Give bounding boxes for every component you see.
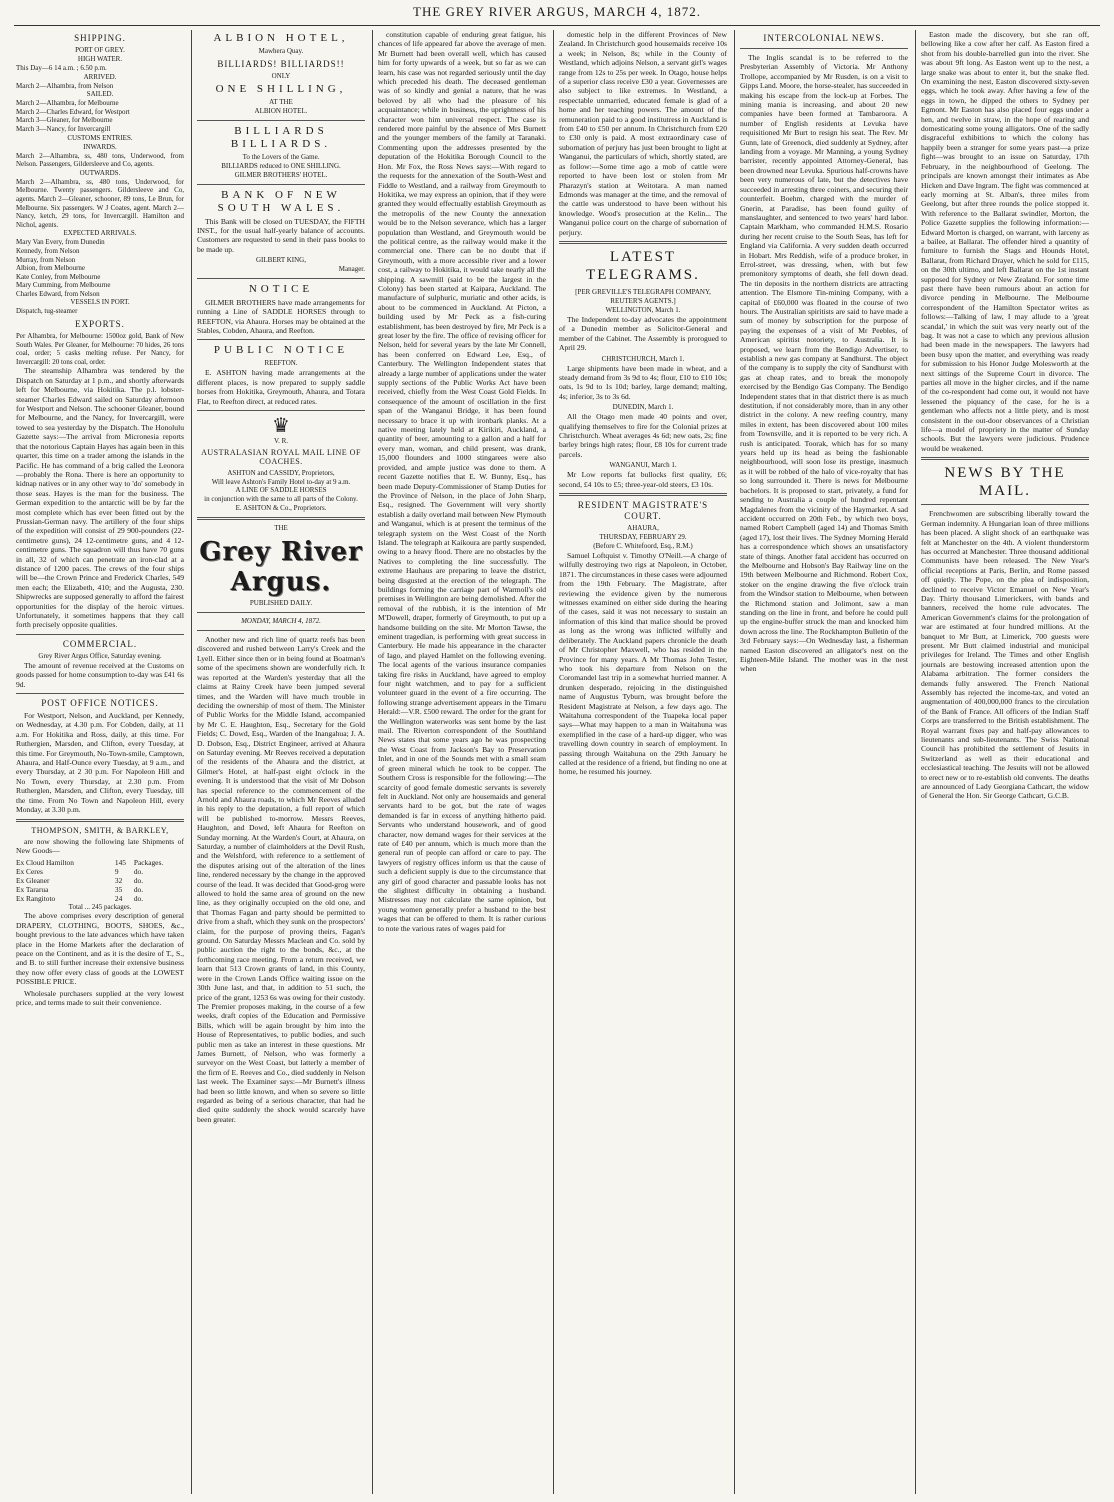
sailed-item: March 2—Charles Edward, for Westport [16,107,130,116]
outwards-text: March 2—Alhambra, ss, 480 tons, Underwood, for Melbourne. Twenty passengers. Gildersleeve and Co, agents. March 2—Gleaner, schooner, 89 tons, Le Brun, for Melbourne. Six passengers. W J Coates, agent. March 2—Nancy, ketch, 29 tons, for Invercargill. Hamilton and Nichol, agents. [16,177,184,229]
goods-unit: Packages. [133,857,164,867]
published-daily: PUBLISHED DAILY. [249,599,313,608]
column-divider [553,30,554,1494]
saddle-line-title: A LINE OF SADDLE HORSES [235,486,327,495]
intercolonial-body: The Inglis scandal is to be referred to the Presbyterian Assembly of Victoria. Mr Anthony Trollope, accompanied by Mr Rusden, is on a visit to Gipps Land. Moore, the horse-stealer, has succeeded in making his escape from the lock-up at Forbes. The mining mania is increasing, and about 20 new companies have been formed at Tambaroora. A number of English residents at Levuka have requisitioned Mr Burt to resign his seat. The Rev. Mr Gunn, late of Greenock, died suddenly at Sydney, after landing from a voyage. Mr Manning, a young Sydney barrister, recently appointed Attorney-General, has been drowned near Levuka. Spurious half-crowns have been very numerous of late, but the detectives have succeeded in arresting three coiners, and securing their counterfeit. Boehm, charged with the murder of Gnerin, at Paradise, has been found guilty of manslaughter, and sentenced to two years' hard labor. Captain Markham, who commanded H.M.S. Rosario during her recent cruise to the South Seas, has left for England via California. A very sudden death occurred in Hobart. Mrs Reddish, wife of a produce broker, in Errol-street, was dressing, when, with but few premonitory symptoms of death, she fell down dead. The tin deposits in the northern districts are attracting attention. The Elsmore Tin-mining Company, with a capital of £60,000 was floated in the course of two hours. The Australian spiritists are said to have made a sum of money by subscription for the purpose of paying the expenses of a visit of Mr Peebles, of American spiritist notoriety, to Australia. It is proposed, we learn from the Bendigo Advertiser, to establish a new gas company at Sandhurst. The object of the company is to supply the city of Sandhurst with gas at cheap rates, and to break the monopoly exercised by the Bendigo Gas Company. The Bendigo Independent states that in that district there is as much destitution, if not considerably more, than in any other district in the colony. A new reefing country, many miles in extent, has been discovered about 100 miles from Townsville, and it is reported to be very rich. A rush is anticipated. Toorak, which has for so many years held up its head as being the fashionable neighbourhood, will soon lose its prestige, inasmuch as it will be robbed of the halo of vice-royalty that has so long surrounded it. There is news for Melbourne bachelors. It is proposed to start, privately, a fund for sending to Australia a couple of hundred repentant Magdalenes from the vicinity of the Haymarket. A sad accident occurred on 20th Feb., by which two boys, named Robert Campbell (aged 14) and Thomas Smith (aged 17), lost their lives. The Sydney Morning Herald has a correspondence which shows an unsatisfactory state of things. Another fatal accident has occurred on the Melbourne and Hobson's Bay Railway line on the 19th between Melbourne and Richmond. Robert Cox, stoker on the engine drawing the five o'clock train from the Windsor station to Melbourne, when between the Richmond station and Jolimont, saw a man standing on the line in front, and before he could pull up the engine-buffer struck the man and knocked him down across the line. The Rockhampton Bulletin of the 3rd February says:—On Wednesday last, a fisherman named Easton discovered an alligator's nest on the Eighteen-Mile Island. The mother was in the nest when [740,53,908,674]
commercial-heading: COMMERCIAL. [62,638,138,649]
post-office-heading: POST OFFICE NOTICES. [41,698,159,709]
customs-heading: CUSTOMS ENTRIES. [67,133,133,142]
public-notice-title: PUBLIC NOTICE [213,344,349,357]
divider [197,184,365,185]
masthead-title: THE GREY RIVER ARGUS, MARCH 4, 1872. [413,4,701,19]
at-the-label: AT THE [269,98,293,106]
column-divider [372,30,373,1494]
reefton-label: REEFTON. [264,359,298,368]
one-shilling: ONE SHILLING, [215,83,347,95]
notice-title: NOTICE [248,282,314,295]
royal-crest-icon: ♛ [272,415,290,438]
issue-date: MONDAY, MARCH 4, 1872. [241,617,321,626]
goods-unit: do. [133,875,144,885]
inwards-text: March 2—Alhambra, ss, 480 tons, Underwood, from Nelson. Passengers, Gildersleeve and Co, agents. [16,151,184,169]
expected-item: Charles Edward, from Nelson [16,289,100,298]
sailed-item: March 3—Gleaner, for Melbourne [16,116,113,125]
divider [197,120,365,121]
shipping-news-body: The steamship Alhambra was tendered by the Dispatch on Saturday at 1 p.m., and shortly afterwards left for Melbourne, via Hokitika. The p.l. lobster-steamer Charles Edward sailed on Saturday afternoon for Westport and Nelson. The schooner Gleaner, bound for Melbourne, and the Nancy, for Invercargill, were towed to sea yesterday by the Dispatch. The Honolulu Gazette says:—The arrival from Micronesia reports that the notorious Captain Hayes has again been in this quarter, this time on a trader among the islands in the Pacific. He has command of a brig called the Leonora—probably the Rona. There is here an opportunity to kidnap natives or in any other way to 'do' somebody in those seas. Hayes is the man for the business. The German expedition to the antarctic will be by far the most complete which has ever been fitted out by the Prussian-German navy. The artillery of the four ships of the expedition will consist of 29 900-pounders (22-centimetre guns), 24 12-centimetre guns, and 4 12-centimetre guns. The squadron will thus have 70 guns in all, 32 of which can penetrate an iron-clad at a distance of 1200 paces. The crews of the four ships will be—the Crown Prince and Frederick Charles, 549 men each; the Elizabeth, 410; and the Augusta, 230. Shipwrecks are supposed generally to afford the fairest opportunities for the display of the heroic virtues. Unfortunately, it sometimes happens that they call forth precisely opposite qualities. [16,366,184,630]
divider [559,493,727,496]
divider [197,630,365,631]
port-heading: PORT OF GREY. [75,46,125,54]
billiards-ad-title: BILLIARDS BILLIARDS. [230,125,332,150]
billiards-ad-sub: To the Lovers of the Game. [242,153,320,161]
goods-qty: 35 [114,884,123,894]
table-row [16,867,184,876]
news-by-mail-body: Frenchwomen are subscribing liberally toward the German indemnity. A Hungarian loan of three millions has been placed. A slight shock of an earthquake was felt at Manchester on the 4th. A violent thunderstorm has occurred at Manchester. Three thousand additional Communists have been released. The New Year's official receptions at Paris, Berlin, and Rome passed off quietly. The Pope, on the plea of indisposition, declined to receive Victor Emanuel on New Year's Day. Thirty thousand Limerickers, with bands and banners, received the home rule advocates. The American Government's claims for the prolongation of war are estimated at four hundred millions. At the banquet to Mr Butt, at Limerick, 700 guests were present. Mr Butt claimed industrial and municipal privileges for Ireland. The Times and other English journals are bestowing increased attention upon the Alabama arbitration. The former considers the demands fully answered. The French National Assembly has rejected the income-tax, and voted an augmentation of 400,000,000 francs to the circulation of the Bank of France. All officers of the Indian Staff Corps are transferred to the British establishment. The Royal warrant fixes pay and half-pay allowances to lieutenants and sub-lieutenants. The Swiss National Council has prohibited the settlement of Jesuits in Switzerland as well as their educational and ecclesiastical teaching. The Jesuits will not be allowed to erect new or to re-establish old convents. The deaths are announced of Lady Georgiana Cathcart, the widow of General the Hon. Sir George Cathcart, G.C.B. [921,509,1089,801]
telegram-dateline: DUNEDIN, March 1. [612,403,674,412]
vr-label: V. R. [273,437,289,446]
only-label: ONLY [271,72,291,80]
news-body: domestic help in the different Provinces of New Zealand. In Christchurch good housemaids receive 10s a week; in Nelson, 8s; while in the County of Westland, which adjoins Nelson, a servant girl's wages range from 12s to 25s per week. In Otago, house helps of a superior class receive £30 a year. Governesses are also subject to like extremes. In Westland, a respectable unmarried, educated female is glad of a home and her teaching powers. The amount of the remuneration paid to a good institutress in Auckland is from £40 to £50 per annum. In Christchurch from £20 to £30 only is paid. A most extraordinary case of subornation of perjury has just been brought to light at Wanganui, the particulars of which, shortly stated, are as follow:—Some time ago a mob of cattle were reported to have been lost or stolen from Mr Pharazyn's station at Weitotara. A man named Edmonds was manager at the time, and the removal of the cattle was understood to have been without his knowledge. Wood's prosecution at the Kelin... The Wanganui police court on the charge of subornation of perjury. [559,30,727,237]
albion-address: Mawhera Quay. [258,47,304,55]
divider [197,278,365,279]
goods-ship: Ex Cloud Hamilton [16,857,74,867]
column-2 [197,30,365,1496]
newspaper-logo: Grey River Argus. [199,537,363,598]
divider [197,410,365,411]
divider [921,504,1089,505]
thompson-heading: THOMPSON, SMITH, & BARKLEY, [31,825,169,835]
sailed-heading: SAILED. [86,90,114,99]
telegram-dateline: WANGANUI, March 1. [609,461,677,470]
thompson-body: The above comprises every description of general DRAPERY, CLOTHING, BOOTS, SHOES, &c., bought previous to the late advances which have taken place in the Home Markets after the declaration of peace on the Continent, and as it is the desire of T., S., and B. to still further increase their extensive business they now offer every class of goods at the LOWEST POSSIBLE PRICE. [16,911,184,987]
commercial-text: The amount of revenue received at the Customs on goods passed for home consumption to-day was £41 6s 9d. [16,660,184,689]
goods-unit: do. [133,884,144,894]
albion-hotel: ALBION HOTEL. [254,107,308,115]
latest-telegrams-heading: LATEST TELEGRAMS. [586,248,700,283]
news-body: Easton made the discovery, but she ran off, bellowing like a cow after her calf. As Easton fired a shot from his double-barrelled gun into the river. She was about 9ft long. As Easton went up to the nest, a large snake was about to enter it, but the snake fled. On examining the nest, Easton discovered sixty-seven eggs, which he took away. After having a few of the eggs in town, he dipped the others to Sydney per Egmont. Mr Easton has also placed four eggs under a hen, and twelve in straw, in the hope of rearing and domesticating some young alligators. One of the sadly disgraceful exhibitions to which the colony has happily been a stranger for some years past—a prize fight—was brought to an issue on Saturday, 17th February, in the neighbourhood of Geelong. The principals are known amongst their intimates as Abe Hicken and Dave Ingram. The fight was commenced at early morning at St. Alban's, three miles from Geelong, but after three rounds the police stopped it. With reference to the Ballarat swindler, Morton, the Police Gazette supplies the following information:—Edward Morton is charged, on warrant, with larceny as a bailee, at Ballarat. The offender hired a quantity of furniture to furnish the Stags and Hounds Hotel, Ballarat, from Richard Drayer, which he sold for £115, on the 30th ultimo, and left Ballarat on the 1st instant supposed for Sydney or New Zealand. For some time past there have been rumours about an action for divorce pending in Melbourne. The Melbourne correspondent of the Hamilton Spectator writes as follows:—Talking of law, I may allude to a 'great scandal,' in which the suit was very nearly out of the bag. It was not a case to which any previous allusion had been made in the newspapers. The lawyers had been busy upon the matter, and everything was ready for submission to his Honor Judge Molesworth at the next sittings of the Supreme Court in divorce. The parties all move in the higher circles, and if the name of the co-respondent had come out, it would not have lessened the piquancy of the case, for he is a gentleman who affects not a little piety, and is most consistent in the out-door observances of a Christian life—a model of propriety in the matter of Sunday schools. But the lawyers were judicious. Prudence would be weakened. [921,30,1089,453]
sailed-item: March 2—Alhambra, for Melbourne [16,99,119,108]
column-divider [191,30,192,1494]
saddle-line-body: in conjunction with the same to all parts of the Colony. [204,495,358,504]
goods-ship: Ex Tararua [16,884,49,894]
inwards-heading: INWARDS. [83,142,117,151]
goods-ship: Ex Rangitoto [16,893,56,903]
thompson-lead: are now showing the following late Shipments of New Goods— [16,836,184,856]
bank-role: Manager. [338,265,365,274]
telegram-dateline: CHRISTCHURCH, March 1. [601,354,685,363]
divider [559,241,727,244]
table-row [16,894,184,903]
saddle-line-signature: E. ASHTON & Co., Proprietors. [235,504,327,513]
expected-item: Kate Conley, from Melbourne [16,272,101,281]
commercial-dateline: Grey River Argus Office, Saturday evening. [38,651,162,660]
rm-court-place: AHAURA, [627,524,659,533]
telegram-dateline: WELLINGTON, March 1. [605,305,681,314]
telegram-text: All the Otago men made 40 points and over, qualifying themselves to fire for the Colonial prizes at Christchurch. Wheat averages 4s 6d; new oats, 2s; fine barley brings high rates; flour, £8 10s for current trade parcels. [559,412,727,459]
masthead-rule [14,25,1100,26]
sailed-item: March 3—Nancy, for Invercargill [16,124,111,133]
expected-item: Murray, from Nelson [16,255,76,264]
public-notice-body: E. ASHTON having made arrangements at the different places, is now prepared to supply saddle horses from Hokitika, Greymouth, Ahaura, and Totara Flat, to Reefton direct, at reduced rates. [197,368,365,406]
column-divider [734,30,735,1494]
table-row [16,885,184,894]
royal-mail-title: AUSTRALASIAN ROYAL MAIL LINE OF COACHES. [201,448,361,467]
royal-mail-proprietors: ASHTON and CASSIDY, Proprietors, [227,468,335,477]
expected-item: Mary Cumming, from Melbourne [16,281,111,290]
divider [740,48,908,49]
divider [197,339,365,340]
vessels-heading: VESSELS IN PORT. [70,298,130,307]
arrived-heading: ARRIVED. [83,72,117,81]
billiards-ad-body: BILLIARDS reduced to ONE SHILLING. [221,162,341,170]
goods-qty: 24 [114,893,123,903]
royal-mail-body: Will leave Ashton's Family Hotel to-day at 9 a.m. [211,477,351,486]
column-1 [16,30,184,1496]
notice-body: GILMER BROTHERS have made arrangements for running a Line of SADDLE HORSES through to REEFTON, via Ahaura. Horses may be obtained at the Stables, Cobden, Ahaura, and Reefton. [197,297,365,336]
bank-signature: GILBERT KING, [255,256,306,265]
exports-text: Per Alhambra, for Melbourne: 1500oz gold, Bank of New South Wales. Per Gleaner, for Melbourne: 70 hides, 26 tons coal, order; 5 casks melting refuse. Per Nancy, for Invercargill: 20 tons coal, order. [16,332,184,366]
tide-times: This Day—6 14 a.m. ; 6.50 p.m. [16,64,107,72]
goods-qty: 9 [114,866,119,876]
column-6 [921,30,1089,1496]
telegram-text: Mr Low reports fat bullocks first quality, £6; second, £4 10s to £5; three-year-old steers, £3 10s. [559,470,727,489]
outwards-heading: OUTWARDS. [79,168,121,177]
news-body: constitution capable of enduring great fatigue, his chances of life appeared far above the average of men. Mr Burnett had been overall well, which has caused him for forty upwards of a week, but so far as we can learn, his case was not regarded seriously until the day which preceded his death. The deceased gentleman was of so kindly and genial a nature, that he was beloved by all who had the pleasure of his acquaintance; while in business, the uprightness of his character won him universal respect. The case is rendered more painful by the absence of Mrs Burnett and the younger members of the family at Taranaki. Commenting upon the addresses presented by the deputation of the Hokitika Borough Council to the Hon. Mr Fox, the Ross News says:—With regard to the requests for the annexation of the South-West and Fiddle to Westland, and a railway from Greymouth to Hokitika, we may express an opinion, that if they were granted they would effectually establish Greymouth as the metropolis of the new County the annexation would be to the Nelson severance, which has a larger population than Westland, and Greymouth would be the political centre, as the railway would make it the commercial one. There can be no doubt that if Greymouth, with a more accessible river and a lower cost, a railway to Hokitika, it would take nearly all the shipping. A sawmill (said to be the largest in the Colony) has been started at Kaipara, Auckland. The manufacture of sulphuric, muriatic and other acids, is about to be commenced in Auckland. At Picton, a building used by Mr Peck as a fish-curing establishment, has been destroyed by fire, Mr Peck is a great loser by the fire. The office of revising officer for Nelson, held for several years by the late Mr Connell, has been conferred on Edward Lee, Esq., of Canterbury. The Wellington Independent states that already a large number of applications under the water supply sections of the Public Works Act have been received, chiefly from the West Coast Gold Fields. In consequence of the amount of oscillation in the first span of the Wanganui Bridge, it has been found necessary to brace it up with ironbark planks. At a native meeting lately held at Kirikiri, Auckland, a quantity of beer, amounting to a gallon and a half for every man, woman, and child present, was drank, 15,000 flounders and 1000 stingarees were also provided, and ample justice was done to them. A recent Gazette notifies that E. W. Bunny, Esq., has been made Deputy-Commissioner of Stamp Duties for the Province of Nelson, in the place of John Sharp, Esq., resigned. The Government will very shortly establish a daily overland mail between New Plymouth and Wanganui, which is at present the terminus of the telegraph system on the West Coast of the North Island. The telegraph at Kaikoura are partly suspended, owing to a heavy flood. There are no obstacles by the Natives to completing the line successfully. The extreme Hauhaus are preparing to leave the district, being disgusted at the erection of the telegraph. The buildings forming the carriage part of Warmoll's old premises in Wellington are being demolished. After the removal of the rubbish, it is the intention of Mr M'Dowell, draper, formerly of Greymouth, to put up a handsome building on the site. Mr Morton Tawse, the eminent tragedian, is performing with great success in Canterbury. He made his appearance in the character of Iago, and played Hamlet on the following evening. The local agents of the various insurance companies taking fire risks in Auckland, have agreed to employ four night watchmen, and to pay for a sufficient volunteer guard in the event of a fire occurring. The following strange advertisement appears in the Timaru Herald:—V.R. £500 reward. The order for the grant for the Wellington waterworks was sent home by the last mail. The Riverton correspondent of the Southland News states that some years ago he was prospecting the West Coast from Jackson's Bay to Preservation Inlet, and in one of the Sounds met with a small seam of green mineral which he took to be copper. The Southern Cross is responsible for the following:—The scarcity of good female domestic servants is severely felt in Auckland. Not only are housemaids and general servants hard to be got, but the rate of wages demanded is far in excess of anything hitherto paid. Servants who understand housework, and of good character, now demand wages for their services at the rate of £40 per annum, which is much more than the general run of people can afford or care to pay. The lawyers of registry offices inform us that the cause of such a deficient supply is due to the circumstance that any girl of good character and passable looks has not the slightest difficulty in obtaining a husband. Mistresses may not calculate the same opinion, but young women generally prefer a husband to the best wages that can be offered to them. It is rather curious to note the various rates of wages paid for [378,30,546,933]
goods-total: Total ... 245 packages. [68,902,132,911]
expected-item: Albion, from Melbourne [16,264,86,273]
column-5 [740,30,908,1496]
albion-title: ALBION HOTEL, [213,32,349,44]
telegram-text: Large shipments have been made in wheat, and a steady demand from 3s 9d to 4s; flour, £10 to £10 10s; oats, 1s 9d to 1s 10d; barley, large demand; malting, 4s; inferior, 3s to 3s 6d. [559,363,727,401]
editorial-body: Another new and rich line of quartz reefs has been discovered and rushed between Larry's Creek and the Lyell. Either since then or in being found at Boatman's some of the specimens shown are wonderfully rich. It was reported at the Warden's yesterday that all the claims at Rainy Creek have been jumped several times, and the Warden will have much trouble in deciding the ownership of most of them. The Minister of Public Works for the Middle Island, accompanied by Mr C. E. Haughton, Esq., Secretary for the Gold Fields; C. Dowd, Esq., Warden of the Inangahua; J. A. D. Dobson, Esq., District Engineer, arrived at Ahaura on Saturday evening. Mr Reeves received a deputation of the residents of the Ahaura and the district, at Gilmer's Hotel, at half-past eight o'clock in the evening. It is understood that the visit of Mr Dobson has special reference to the commencement of the Arnold and Ahaura roads, to which Mr Reeves alluded in his reply to the deputation, a full report of which will be published to-morrow. Messrs Reeves, Haughton, and Dowd, left Ahaura for Reefton on Sunday morning. At the Warden's Court, at Ahaura, on Saturday, a number of claimholders at the Devil Rush, and the Welshford, with reference to a settlement of the disputes arising out of the alteration of the lines line, rendered necessary by the change in the approved course of the lead. It was decided that Good-grog were allowed to hold the same area of ground on the new line, as they originally occupied on the old one, and that Thomas Fagan and party should be permitted to drive from a shaft, which they sunk on the prospectors' claim, for the purpose of proving theirs, Fagan's ground. On Saturday Messrs Maclean and Co. sold by public auction the right to the bonds, &c., at the forthcoming race meeting. From a return received, we learn that 513 Crown grants of land, in this County, were in the Crown Lands Office waiting issue on the 30th June last, and that, in addition to 51 such, the price of the grant, 1253 6s was owing for their custody. The Premier proposes making, in the course of a few weeks, draft copies of the Education and Permissive Bills, which will be again brought by him into the House of Representatives, to public bodies, and such public men as take an interest in these questions. Mr James Burnett, of Nelson, who was formerly a surveyor on the West Coast, but latterly a member of the firm of E. Reeves and Co., died suddenly in Nelson last week. The Examiner says:—Mr Burnett's illness had been so little known, and when so severe so little regarded as being of a serious character, that had he died quite suddenly the shock would scarcely have been greater. [197,635,365,1124]
goods-qty: 145 [114,857,126,867]
goods-table [16,858,184,903]
expected-item: Kennedy, from Nelson [16,246,80,255]
intercolonial-heading: INTERCOLONIAL NEWS. [763,33,885,43]
vessels-text: Dispatch, tug-steamer [16,307,78,316]
bank-body: This Bank will be closed on TUESDAY, the FIFTH INST., for the usual half-yearly balance of accounts. Customers are requested to send in their pass books to be made up. [197,216,365,254]
goods-unit: do. [133,893,144,903]
goods-qty: 32 [114,875,123,885]
divider [921,457,1089,460]
telegrams-source: [PER GREVILLE'S TELEGRAPH COMPANY, REUTER'S AGENTS.] [575,287,711,305]
divider [16,693,184,694]
table-row [16,876,184,885]
shipping-heading: SHIPPING. [74,33,126,43]
column-3 [378,30,546,1496]
bank-title: BANK OF NEW SOUTH WALES. [217,188,345,214]
exports-heading: EXPORTS. [75,319,125,330]
goods-ship: Ex Ceres [16,866,43,876]
expected-heading: EXPECTED ARRIVALS. [63,229,137,238]
divider [16,819,184,822]
divider [16,634,184,635]
news-by-mail-heading: NEWS BY THE MAIL. [944,465,1066,500]
table-row [16,858,184,867]
wholesale-text: Wholesale purchasers supplied at the very lowest price, and terms made to suit their convenience. [16,988,184,1007]
post-office-text: For Westport, Nelson, and Auckland, per Kennedy, on Wednesday, at 4.30 p.m. For Cobden, daily, at 11 a.m. For Hokitika and Ross, daily, at this time. For Ruthergien, Marsden, and Clifton, every Tuesday, at this time. For Greymouth, No-Town-smile, Camptown, Ahaura, and Half-Ounce every Tuesday, at 9 a.m., and every Thursday, at 2 30 p.m. For Napoleon Hill and No Town, every Thursday, at 2.30 p.m. From Rutherglen, Marsden, and Clifton, every Tuesday, till the time. From No Town and Napoleon Hill, every Monday, at 3.30 p.m. [16,711,184,815]
high-water-heading: HIGH WATER. [77,55,123,63]
divider [197,612,365,613]
column-divider [915,30,916,1494]
the-label: THE [274,524,288,533]
billiards-heading: BILLIARDS! BILLIARDS!! [217,59,345,69]
telegram-text: The Independent to-day advocates the appointment of a Dunedin member as Solicitor-General and member of the Cabinet. The Assembly is prorogued to April 29. [559,314,727,353]
column-4 [559,30,727,1496]
gilmer-hotel: GILMER BROTHERS' HOTEL. [234,170,328,179]
rm-court-date: THURSDAY, FEBRUARY 29. [599,533,687,542]
goods-ship: Ex Gleaner [16,875,50,885]
goods-unit: do. [133,866,144,876]
rm-court-before: (Before C. Whitefoord, Esq., R.M.) [593,542,693,551]
divider [197,517,365,520]
arrived-item: March 2—Alhambra, from Nelson [16,81,114,90]
expected-item: Mary Van Every, from Dunedin [16,238,105,247]
rm-court-heading: RESIDENT MAGISTRATE'S COURT. [577,500,709,522]
rm-court-body: Samuel Loftquist v. Timothy O'Neill.—A charge of wilfully destroying two rigs at Napoleon, in October, 1871. The circumstances in these cases were adjourned from the 19th February. The Magistrate, after reviewing the evidence given by the numerous witnesses examined on either side during the hearing of the cases, said it was not necessary to sustain an information of this kind that malice should be proved as long as the wrong was inflicted wilfully and deliberately. The Auckland papers chronicle the death of Mr Christopher Maxwell, who has resided in the Province for many years. A Mr Thomas John Tester, who took his departure from Nelson on the Coromandel last trip in a somewhat hurried manner. A drunken desperado, rejoicing in the distinguished name of Augustus Tyburn, was brought before the Resident Magistrate at Nelson, a few days ago. The Waitahuna correspondent of the Tuapeka local paper says—What may happen to a man in Waitahuna was exemplified in the case of a hard-up digger, who was travelling down country in search of employment. In passing through Waitahuna on the 29th January he called at the residence of a friend, but finding no one at home, he resumed his journey. [559,551,727,777]
